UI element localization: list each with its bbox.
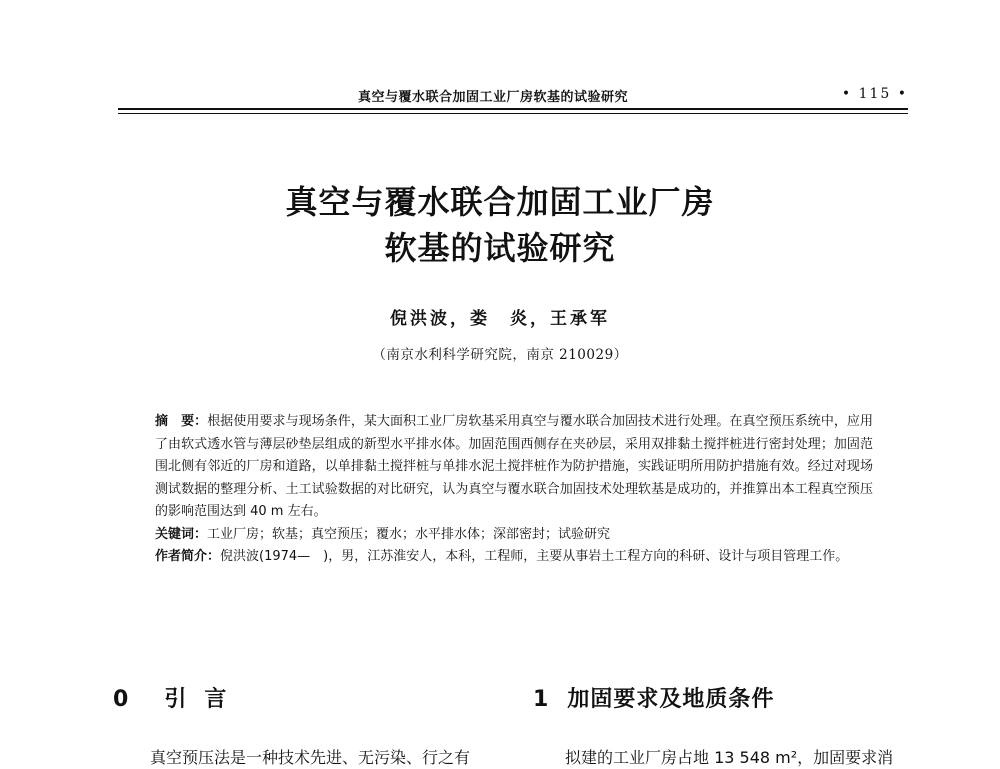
- header-rule-thick: [118, 108, 908, 110]
- abstract-label: 摘 要：: [155, 414, 208, 429]
- section-number: 0: [113, 687, 147, 712]
- section-title: 引言: [164, 687, 245, 712]
- author-bio-label: 作者简介：: [155, 549, 221, 564]
- affiliation: （南京水利科学研究院，南京 210029）: [372, 347, 628, 363]
- authors: 倪洪波，娄 炎，王承军: [390, 309, 610, 329]
- running-title: 真空与覆水联合加固工业厂房软基的试验研究: [358, 90, 629, 105]
- abstract-text: 根据使用要求与现场条件，某大面积工业厂房软基采用真空与覆水联合加固技术进行处理。在真空预压系统中，应用了由软式透水管与薄层砂垫层组成的新型水平排水体。加固范围西侧存在夹砂层，采用双排黏土搅拌桩进行密封处理；加固范围北侧有邻近的厂房和道路，以单排黏土搅拌桩与单排水泥土搅拌桩作为防护措施，实践证明所用防护措施有效。经过对现场测试数据的整理分析、土工试验数据的对比研究，认为真空与覆水联合加固技术处理软基是成功的，并推算出本工程真空预压的影响范围达到 40 m 左右。: [155, 414, 873, 519]
- section-number: 1: [533, 687, 550, 712]
- section-heading-introduction: [113, 682, 244, 713]
- keywords: [155, 524, 873, 547]
- keywords-text: 工业厂房；软基；真空预压；覆水；水平排水体；深部密封；试验研究: [207, 526, 611, 542]
- section-title: 加固要求及地质条件: [567, 687, 775, 712]
- author-bio: [155, 546, 873, 569]
- body-text-left: 真空预压法是一种技术先进、无污染、行之有: [150, 748, 471, 767]
- author-bio-text: 倪洪波(1974— )，男，江苏淮安人，本科，工程师，主要从事岩土工程方向的科研、设计与项目管理工作。: [220, 549, 849, 564]
- body-text-right: 拟建的工业厂房占地 13 548 m²，加固要求消: [565, 748, 894, 767]
- paper-title-line2: 软基的试验研究: [384, 229, 616, 267]
- running-head: [118, 86, 908, 106]
- paper-title-line1: 真空与覆水联合加固工业厂房: [285, 183, 715, 221]
- header-rule-thin: [118, 113, 908, 114]
- keywords-label: 关键词：: [155, 526, 208, 542]
- section-heading-requirements: [533, 682, 774, 713]
- page-number: • 115 •: [841, 86, 908, 102]
- abstract-block: [155, 411, 873, 569]
- abstract: [155, 411, 873, 524]
